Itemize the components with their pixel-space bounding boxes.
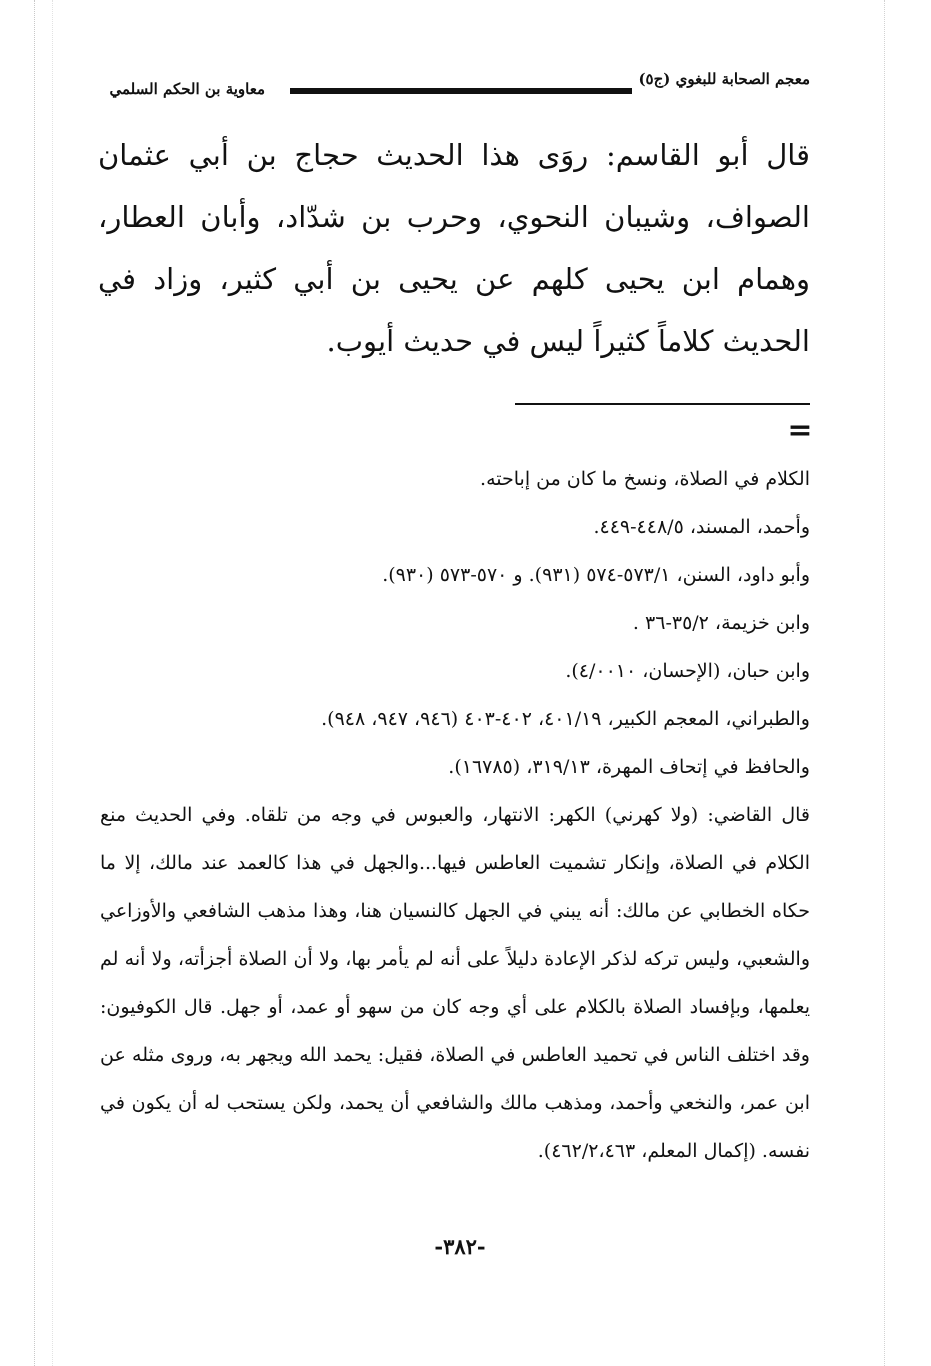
header-rule — [290, 88, 632, 94]
scan-margin-dots-inner — [52, 0, 53, 1366]
footnote-commentary: قال القاضي: (ولا كهرني) الكهر: الانتهار، والعبوس في وجه من تلقاه. وفي الحديث منع الكلام في الصلاة، وإنكار تشميت العاطس فيها...والجهل في هذا كالعمد عند مالك، إلا ما حكاه الخطابي عن مالك: أنه يبني في الجهل كالنسيان هنا، وهذا مذهب الشافعي والأوزاعي والشعبي، وليس تركه لذكر الإعادة دليلاً على أنه لم يأمر بها، ولا أن الصلاة أجزأته، ولا أنه لم يعلمها، وبإفساد الصلاة بالكلام على أي وجه كان من سهو أو عمد، أو جهل. قال الكوفيون: وقد اختلف الناس في تحميد العاطس في الصلاة، فقيل: يحمد الله ويجهر به، وروى مثله عن ابن عمر، والنخعي وأحمد، ومذهب مالك والشافعي أن يحمد، ولكن يستحب له أن يكون في نفسه. (إكمال المعلم، ٤٦٢/٢،٤٦٣). — [100, 804, 810, 1162]
running-head-book-title: معجم الصحابة للبغوي (ج٥) — [638, 70, 810, 88]
footnote-line: والحافظ في إتحاف المهرة، ٣١٩/١٣، (١٦٧٨٥). — [448, 756, 810, 778]
footnote-line: والطبراني، المعجم الكبير، ٤٠١/١٩، ٤٠٢-٤٠٣ (٩٤٦، ٩٤٧، ٩٤٨). — [321, 708, 810, 730]
footnote-line: وأحمد، المسند، ٤٤٨/٥-٤٤٩. — [593, 516, 810, 538]
main-text — [98, 124, 810, 372]
main-paragraph: قال أبو القاسم: روَى هذا الحديث حجاج بن أبي عثمان الصواف، وشيبان النحوي، وحرب بن شدّاد، وأبان العطار، وهمام ابن يحيى كلهم عن يحيى بن أبي كثير، وزاد في الحديث كلاماً كثيراً ليس في حديث أيوب. — [98, 138, 810, 358]
footnote-line: وأبو داود، السنن، ٥٧٣/١-٥٧٤ (٩٣١). و ٥٧٠-٥٧٣ (٩٣٠). — [382, 564, 810, 586]
footnote-line: وابن خزيمة، ٣٥/٢-٣٦ . — [632, 612, 810, 634]
footnote-line: وابن حبان، (الإحسان، ٤/٠٠١٠). — [565, 660, 810, 682]
scan-margin-dots-right — [884, 0, 885, 1366]
footnote-separator — [515, 403, 810, 405]
running-head-chapter-title: معاوية بن الحكم السلمي — [109, 80, 265, 98]
footnote-continuation-marker: = — [787, 413, 813, 448]
footnotes — [100, 455, 810, 1175]
page-number: -٣٨٢- — [434, 1234, 486, 1259]
footnote-line: الكلام في الصلاة، ونسخ ما كان من إباحته. — [480, 468, 810, 490]
scan-margin-dots — [34, 0, 35, 1366]
